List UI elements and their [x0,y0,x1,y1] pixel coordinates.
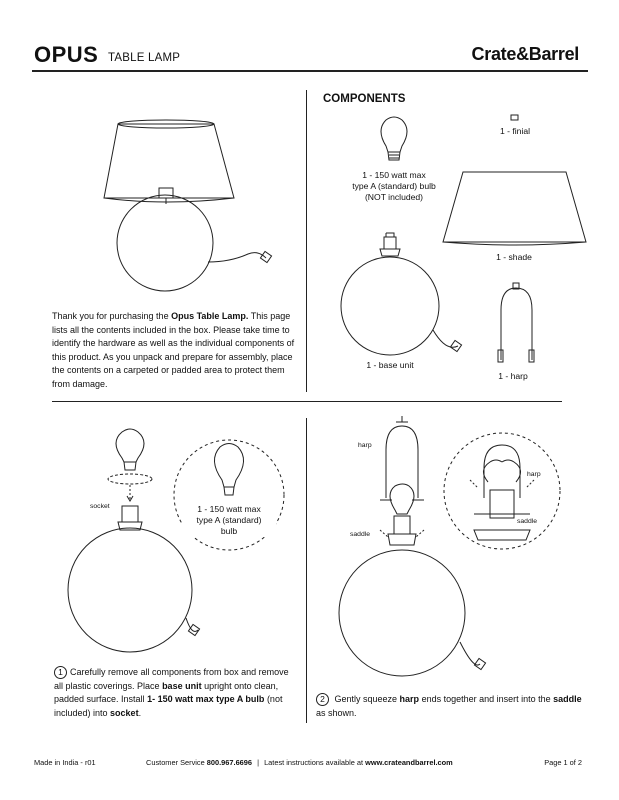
brand-logo: Crate&Barrel [471,44,579,64]
socket-label: socket [90,503,110,510]
step2-text-2: ends together and insert into the [419,694,554,704]
step1-illustration [68,429,284,652]
bulb-illustration [381,117,407,160]
bulb-callout-line3: bulb [220,526,238,536]
detail-harp-label: harp [527,471,541,478]
harp-label: 1 - harp [498,371,528,381]
step2-number: 2 [316,693,329,706]
step1-text-1: Carefully remove all components from box and remove all plastic coverings. Place [54,667,289,691]
step1-text-4: . [138,707,142,718]
harp-illustration [498,283,534,362]
step1-bold-2: 1- 150 watt max type A bulb [147,694,265,705]
bulb-callout [182,504,276,537]
intro-product-name: Opus Table Lamp. [171,311,249,321]
footer-website: www.crateandbarrel.com [365,758,453,767]
bulb-label-line3: (NOT included) [364,192,424,202]
finial-label: 1 - finial [499,126,531,136]
step1-bold-1: base unit [162,680,202,691]
step1-instructions [54,666,299,720]
step2-text-3: as shown. [316,707,357,718]
bulb-callout-line2: type A (standard) [196,515,262,525]
footer-latest-prefix: Latest instructions available at [264,758,366,767]
bulb-label-line2: type A (standard) bulb [352,181,436,191]
step1-bold-3: socket [110,707,139,718]
saddle-callout-label: saddle [350,531,371,538]
step2-bold-2: saddle [553,694,582,704]
shade-illustration [443,172,586,245]
finial-illustration [511,115,518,120]
intro-text-2: This page lists all the contents included in the box. Please take time to identify the hardware as well as the individual components of this product. As you unpack and prepare for assembly, place the contents on a carpeted or padded area to protect them from damage. [52,311,295,389]
harp-callout-label: harp [358,442,372,449]
step2-instructions [316,693,584,720]
step2-bold-1: harp [399,694,420,704]
bulb-callout-line1: 1 - 150 watt max [197,504,261,514]
bulb-label [338,170,450,203]
detail-saddle-label: saddle [517,518,538,525]
base-unit-label: 1 - base unit [366,360,414,370]
base-unit-illustration [341,233,462,355]
shade-label: 1 - shade [496,252,532,262]
footer-phone: 800.967.6696 [206,758,253,767]
footer-separator: | [257,758,259,767]
product-name: OPUS [34,42,99,67]
components-heading: COMPONENTS [323,93,406,105]
step1-number: 1 [54,666,67,679]
intro-paragraph [52,310,302,392]
step2-illustration [339,416,560,676]
footer-service [146,758,453,767]
intro-text-1: Thank you for purchasing the [52,311,172,321]
step1-text-3: (not included) into [54,694,283,718]
footer-page-number: Page 1 of 2 [544,758,582,767]
footer-service-prefix: Customer Service [146,758,207,767]
step1-text-2: upright onto clean, padded surface. Install [54,680,279,705]
assembled-lamp-illustration [104,120,272,291]
product-type: TABLE LAMP [108,52,181,64]
bulb-label-line1: 1 - 150 watt max [362,170,426,180]
step2-text-1: Gently squeeze [332,694,400,704]
footer-made-in: Made in India - r01 [34,758,96,767]
